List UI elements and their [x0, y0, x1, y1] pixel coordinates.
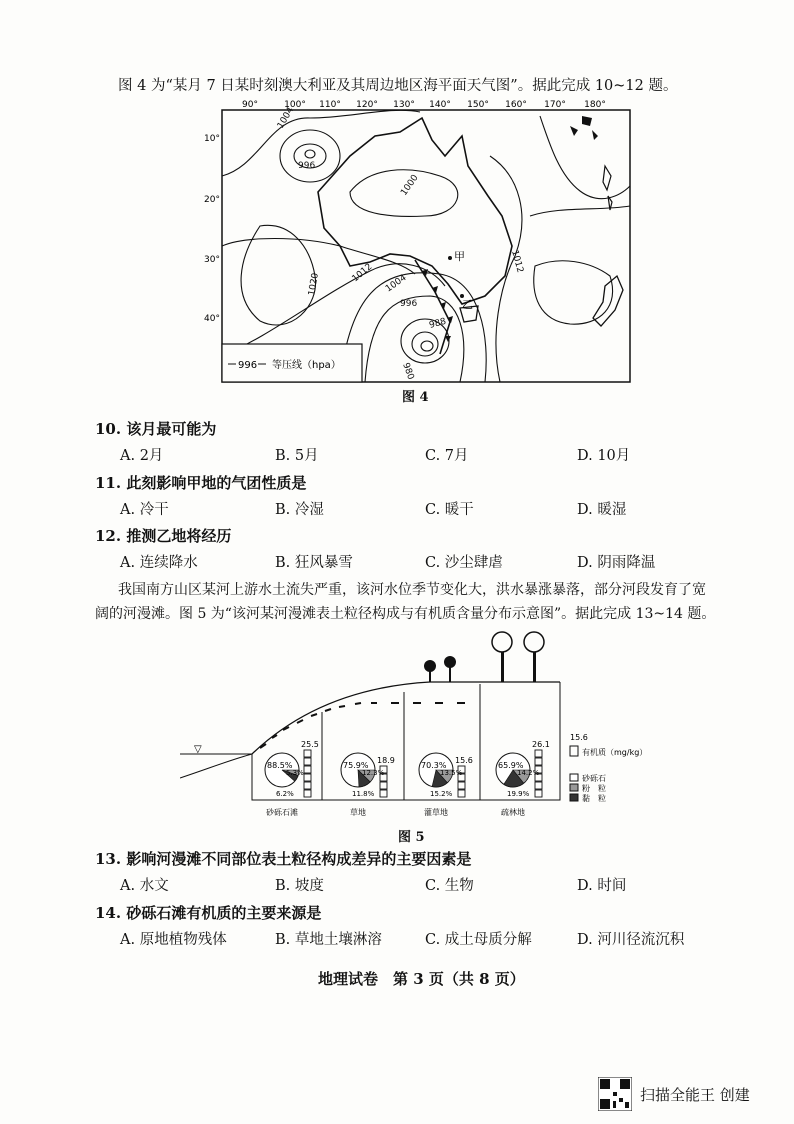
water-level-symbol: ▽	[194, 744, 202, 755]
intro-fig5-line2: 阔的河漫滩。图 5 为“该河某河漫滩表土粒径构成与有机质含量分布示意图”。据此完成 13~14 题。	[95, 606, 716, 622]
question-13: 13. 影响河漫滩不同部位表土粒径构成差异的主要因素是	[95, 850, 472, 868]
question-14: 14. 砂砾石滩有机质的主要来源是	[95, 904, 322, 922]
option[interactable]: C. 7月	[425, 448, 469, 464]
pie-gravel-label: 75.9%	[343, 761, 369, 770]
isobar-label: 996	[400, 299, 418, 309]
organic-matter-bar-segment	[458, 782, 465, 789]
lon-label: 120°	[356, 100, 378, 110]
organic-matter-bar-segment	[458, 790, 465, 797]
organic-matter-value: 25.5	[301, 740, 319, 749]
options-q10	[120, 444, 740, 468]
qr-code-icon	[598, 1077, 632, 1111]
option[interactable]: B. 5月	[275, 448, 319, 464]
fig5-legend	[570, 733, 647, 803]
options-q12	[120, 551, 740, 575]
figure-4-weather-map	[200, 96, 640, 386]
isobar-label: 1020	[307, 272, 321, 297]
intro-fig5-line1: 我国南方山区某河上游水土流失严重，该河水位季节变化大，洪水暴涨暴落，部分河段发育了宽	[118, 582, 706, 598]
gravel-texture	[260, 703, 465, 748]
lat-label: 30°	[204, 255, 220, 265]
option[interactable]: D. 时间	[577, 878, 627, 894]
place-jia-marker	[448, 256, 452, 260]
legend-gravel: 砂砾石	[582, 774, 606, 783]
place-yi: 乙	[462, 298, 473, 311]
pie-silt-label: 12.3%	[362, 769, 385, 777]
zone-name: 草地	[350, 808, 366, 817]
options-q14	[120, 928, 740, 952]
pie-silt-label: 5.3%	[286, 769, 304, 777]
organic-matter-value: 26.1	[532, 740, 550, 749]
lon-label: 170°	[544, 100, 566, 110]
australia-coastline	[318, 118, 512, 304]
lon-label: 160°	[505, 100, 527, 110]
question-11: 11. 此刻影响甲地的气团性质是	[95, 474, 307, 492]
isobar-label: 988	[428, 316, 448, 331]
option[interactable]: A. 原地植物残体	[120, 932, 227, 948]
zone-name: 灌草地	[424, 808, 448, 817]
lon-label: 110°	[319, 100, 341, 110]
option[interactable]: C. 沙尘肆虐	[425, 555, 503, 571]
legend-clay: 黏 粒	[582, 794, 606, 803]
legend-om: 有机质（mg/kg）	[582, 748, 648, 757]
option[interactable]: A. 冷干	[120, 502, 169, 518]
options-q11	[120, 498, 740, 522]
lat-label: 10°	[204, 134, 220, 144]
fig5-caption: 图 5	[398, 830, 425, 845]
pie-gravel-label: 70.3%	[421, 761, 447, 770]
page-footer: 地理试卷 第 3 页（共 8 页）	[318, 970, 525, 988]
legend-om-value: 15.6	[570, 733, 588, 742]
pie-gravel-label: 88.5%	[267, 761, 293, 770]
zones-layer	[265, 740, 550, 817]
option[interactable]: A. 水文	[120, 878, 169, 894]
isobars	[222, 110, 630, 382]
new-caledonia-coast	[603, 166, 612, 210]
isobar-label: 1012	[350, 261, 375, 285]
question-10: 10. 该月最可能为	[95, 420, 217, 438]
organic-matter-bar-segment	[304, 750, 311, 757]
question-12: 12. 推测乙地将经历	[95, 527, 232, 545]
organic-matter-bar-segment	[535, 758, 542, 765]
organic-matter-bar-segment	[304, 774, 311, 781]
organic-matter-value: 15.6	[455, 756, 473, 765]
options-q13	[120, 874, 740, 898]
scanner-watermark: 扫描全能王 创建	[640, 1086, 750, 1104]
ground-surface	[252, 682, 560, 754]
isobar-label: 1004	[383, 273, 409, 295]
pacific-islands	[570, 116, 598, 140]
lat-label: 40°	[204, 314, 220, 324]
option[interactable]: A. 连续降水	[120, 555, 198, 571]
option[interactable]: D. 暖湿	[577, 502, 627, 518]
river-bed	[180, 754, 252, 778]
lon-label: 180°	[584, 100, 606, 110]
organic-matter-bar-segment	[304, 758, 311, 765]
figure-5-floodplain-diagram	[180, 628, 700, 826]
pie-clay-label: 6.2%	[276, 790, 294, 798]
option[interactable]: B. 草地土壤淋溶	[275, 932, 382, 948]
organic-matter-bar-segment	[380, 790, 387, 797]
lon-label: 130°	[393, 100, 415, 110]
zone-name: 砂砾石滩	[266, 808, 298, 817]
legend-value: 996	[238, 360, 258, 371]
organic-matter-bar-segment	[380, 782, 387, 789]
lat-label: 20°	[204, 195, 220, 205]
pie-clay-label: 19.9%	[507, 790, 530, 798]
option[interactable]: C. 暖干	[425, 502, 474, 518]
organic-matter-bar-segment	[304, 766, 311, 773]
organic-matter-value: 18.9	[377, 756, 395, 765]
option[interactable]: A. 2月	[120, 448, 164, 464]
intro-fig4: 图 4 为“某月 7 日某时刻澳大利亚及其周边地区海平面天气图”。据此完成 10~12 题。	[118, 78, 678, 94]
isobar-label: 1012	[509, 249, 525, 274]
option[interactable]: B. 冷湿	[275, 502, 324, 518]
isobar-label: 1004	[275, 105, 297, 131]
pie-silt-label: 14.2%	[517, 769, 540, 777]
lon-label: 90°	[242, 100, 258, 110]
lon-label: 140°	[429, 100, 451, 110]
option[interactable]: D. 河川径流沉积	[577, 932, 685, 948]
isobar-label: 980	[400, 361, 416, 382]
fig4-caption: 图 4	[402, 390, 429, 405]
organic-matter-bar-segment	[304, 782, 311, 789]
pie-clay-label: 11.8%	[352, 790, 375, 798]
lon-label: 150°	[467, 100, 489, 110]
pie-gravel-label: 65.9%	[498, 761, 524, 770]
pie-clay-label: 15.2%	[430, 790, 453, 798]
organic-matter-bar-segment	[535, 750, 542, 757]
place-jia: 甲	[454, 250, 465, 263]
option[interactable]: B. 坡度	[275, 878, 324, 894]
organic-matter-bar-segment	[535, 782, 542, 789]
lon-label: 100°	[284, 100, 306, 110]
isobar-label: 1000	[399, 173, 421, 198]
option[interactable]: B. 狂风暴雪	[275, 555, 353, 571]
vegetation	[424, 632, 544, 682]
option[interactable]: D. 10月	[577, 448, 631, 464]
organic-matter-bar-segment	[535, 790, 542, 797]
zone-name: 疏林地	[501, 808, 525, 817]
legend-silt: 粉 粒	[582, 784, 606, 793]
isobar-label: 996	[298, 161, 316, 171]
option[interactable]: C. 生物	[425, 878, 474, 894]
legend-text: 等压线（hpa）	[272, 360, 341, 371]
pie-silt-label: 13.5%	[440, 769, 463, 777]
option[interactable]: D. 阴雨降温	[577, 555, 656, 571]
option[interactable]: C. 成土母质分解	[425, 932, 532, 948]
organic-matter-bar-segment	[304, 790, 311, 797]
